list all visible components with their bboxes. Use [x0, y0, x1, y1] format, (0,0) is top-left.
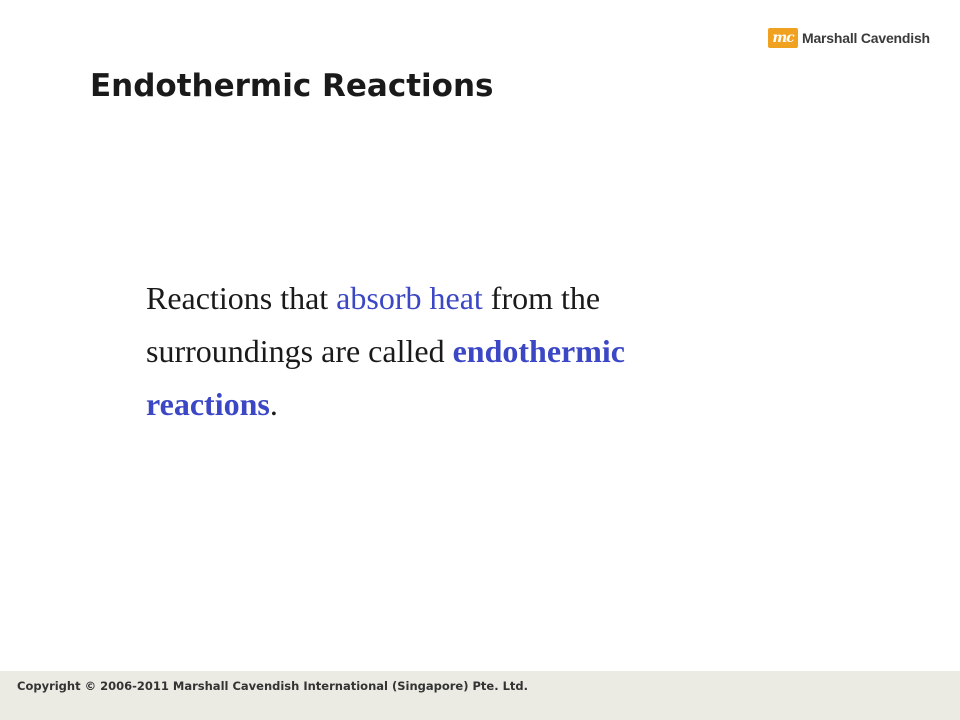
logo-text: Marshall Cavendish [802, 30, 930, 46]
definition-text-period: . [269, 386, 278, 422]
definition-text-part-2: from the surroundings are called [146, 280, 601, 369]
definition-text-part-1: Reactions that [146, 280, 337, 316]
copyright-notice: Copyright © 2006-2011 Marshall Cavendish International (Singapore) Pte. Ltd. [17, 679, 529, 693]
slide-title: Endothermic Reactions [90, 68, 494, 104]
publisher-logo [768, 27, 930, 49]
absorb-heat-highlight: absorb heat [336, 280, 483, 316]
mc-logo-icon: mc [768, 28, 798, 48]
definition-text [146, 272, 746, 431]
footer-bar [0, 671, 960, 720]
endothermic-reactions-term: endothermic reactions [146, 333, 625, 422]
